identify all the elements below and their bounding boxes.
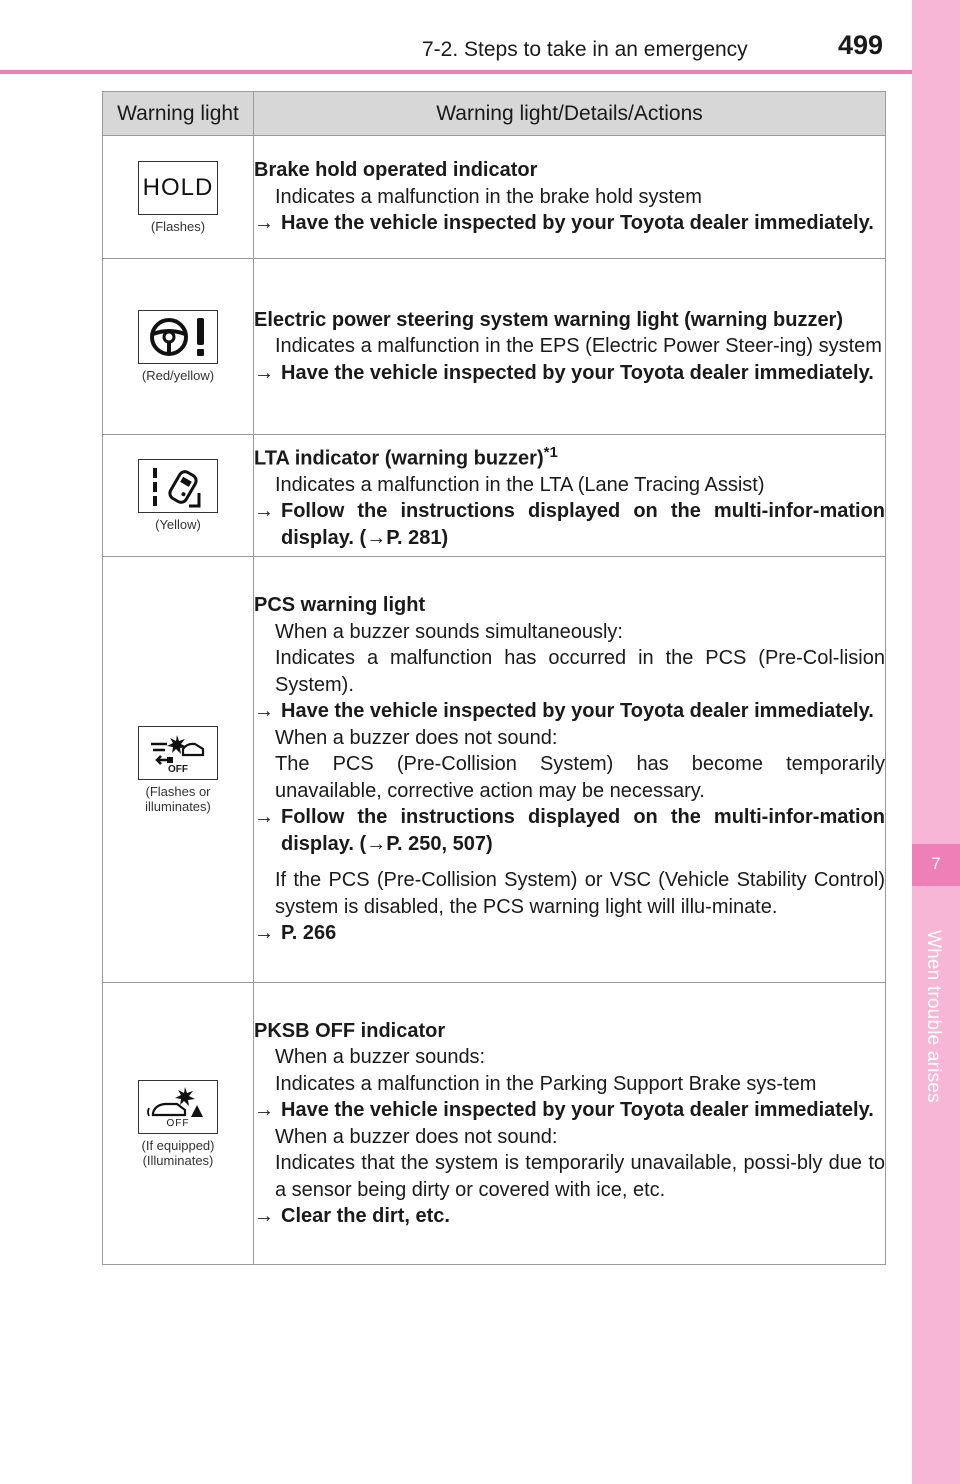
arrow-icon: → xyxy=(254,922,274,945)
light-description: Indicates a malfunction in the LTA (Lane Tracing Assist) xyxy=(275,473,765,496)
action-text: Have the vehicle inspected by your Toyota dealer immediately. xyxy=(281,361,874,384)
pcs-off-text: OFF xyxy=(168,763,188,775)
lane-tracing-icon xyxy=(138,459,218,513)
section-title: 7-2. Steps to take in an emergency xyxy=(422,38,748,61)
light-description: Indicates that the system is temporarily unavailable, possi-bly due to a sensor being dirty or covered with ice, etc. xyxy=(275,1152,885,1201)
light-description: When a buzzer does not sound: xyxy=(275,1125,558,1148)
table-row xyxy=(103,435,886,557)
light-title: PKSB OFF indicator xyxy=(254,1019,446,1042)
details-cell xyxy=(254,136,886,259)
arrow-icon: → xyxy=(366,526,387,549)
table-row xyxy=(103,557,886,983)
action-text-main: Follow the instructions displayed on the multi-infor-mation display. ( xyxy=(281,500,885,549)
action-line xyxy=(254,360,885,387)
footnote-marker: *1 xyxy=(543,443,558,461)
action-line xyxy=(254,1097,885,1124)
header-rule xyxy=(0,70,912,74)
action-line xyxy=(254,1203,885,1230)
light-description: When a buzzer sounds simultaneously: xyxy=(275,620,623,643)
icon-caption-line: (Flashes or xyxy=(145,783,211,799)
table-header-row xyxy=(103,92,886,136)
action-text: Clear the dirt, etc. xyxy=(281,1205,450,1227)
table-row xyxy=(103,136,886,259)
action-text-main: Follow the instructions displayed on the multi-infor-mation display. ( xyxy=(281,806,885,855)
action-text: Have the vehicle inspected by your Toyota dealer immediately. xyxy=(281,700,874,723)
light-description: When a buzzer sounds: xyxy=(275,1046,486,1068)
light-title xyxy=(254,440,885,472)
arrow-icon: → xyxy=(254,806,274,829)
pksb-off-text: OFF xyxy=(166,1117,190,1129)
warning-light-table xyxy=(102,91,886,1265)
action-text xyxy=(281,804,885,857)
pcs-off-icon xyxy=(138,726,218,780)
action-line xyxy=(254,498,885,551)
icon-caption xyxy=(103,1138,253,1168)
icon-caption: (Red/yellow) xyxy=(141,368,215,383)
action-line xyxy=(254,920,885,947)
light-description: If the PCS (Pre-Collision System) or VSC (Vehicle Stability Control) system is disabled, the PCS warning light will illu-minate. xyxy=(275,869,885,918)
arrow-icon: → xyxy=(366,832,387,855)
action-text xyxy=(281,498,885,551)
chapter-title: When trouble arises xyxy=(923,930,944,1103)
arrow-icon: → xyxy=(254,212,274,235)
icon-cell xyxy=(103,259,254,435)
details-cell xyxy=(254,557,886,983)
column-header-light: Warning light xyxy=(103,92,254,136)
arrow-icon: → xyxy=(254,1099,274,1121)
action-line xyxy=(254,804,885,857)
light-title-text: LTA indicator (warning buzzer) xyxy=(254,447,544,470)
light-title: Brake hold operated indicator xyxy=(254,159,538,182)
table-row xyxy=(103,259,886,435)
light-description: The PCS (Pre-Collision System) has become temporarily unavailable, corrective action may be necessary. xyxy=(275,753,885,802)
light-description: Indicates a malfunction in the Parking Support Brake sys-tem xyxy=(275,1072,817,1095)
hold-icon-text: HOLD xyxy=(142,173,214,201)
icon-cell xyxy=(103,435,254,557)
arrow-icon: → xyxy=(254,500,274,523)
light-description: When a buzzer does not sound: xyxy=(275,726,558,749)
page-reference: P. 250, 507) xyxy=(386,832,493,855)
chapter-number: 7 xyxy=(931,854,941,873)
page-reference: P. 281) xyxy=(386,526,449,549)
hold-icon xyxy=(138,161,218,215)
icon-cell xyxy=(103,983,254,1265)
light-description: Indicates a malfunction in the EPS (Electric Power Steer-ing) system xyxy=(275,335,882,358)
light-description: Indicates a malfunction has occurred in the PCS (Pre-Col-lision System). xyxy=(275,647,885,696)
pksb-off-icon xyxy=(138,1080,218,1134)
arrow-icon: → xyxy=(254,361,274,384)
icon-caption-line: (If equipped) xyxy=(141,1137,215,1153)
table-row xyxy=(103,983,886,1265)
action-line xyxy=(254,698,885,725)
icon-cell xyxy=(103,557,254,983)
details-cell xyxy=(254,435,886,557)
light-title: PCS warning light xyxy=(254,594,426,617)
light-title: Electric power steering system warning light (warning buzzer) xyxy=(254,308,844,331)
arrow-icon: → xyxy=(254,700,274,723)
icon-caption: (Flashes) xyxy=(150,218,206,234)
icon-caption-line: illuminates) xyxy=(145,798,211,814)
column-header-details: Warning light/Details/Actions xyxy=(254,92,886,136)
arrow-icon: → xyxy=(254,1205,274,1227)
action-text: Have the vehicle inspected by your Toyota dealer immediately. xyxy=(281,212,874,235)
icon-caption-line: (Illuminates) xyxy=(142,1152,214,1168)
page-number: 499 xyxy=(838,30,884,60)
light-description: Indicates a malfunction in the brake hold system xyxy=(275,185,702,208)
details-cell xyxy=(254,983,886,1265)
action-line xyxy=(254,210,885,237)
steering-wheel-warning-icon xyxy=(138,310,218,364)
icon-caption xyxy=(103,784,253,814)
details-cell xyxy=(254,259,886,435)
chapter-sidebar xyxy=(912,0,960,1484)
icon-caption: (Yellow) xyxy=(155,517,201,532)
icon-cell xyxy=(103,136,254,259)
action-text: Have the vehicle inspected by your Toyota dealer immediately. xyxy=(281,1099,874,1121)
page-reference: P. 266 xyxy=(281,922,337,945)
